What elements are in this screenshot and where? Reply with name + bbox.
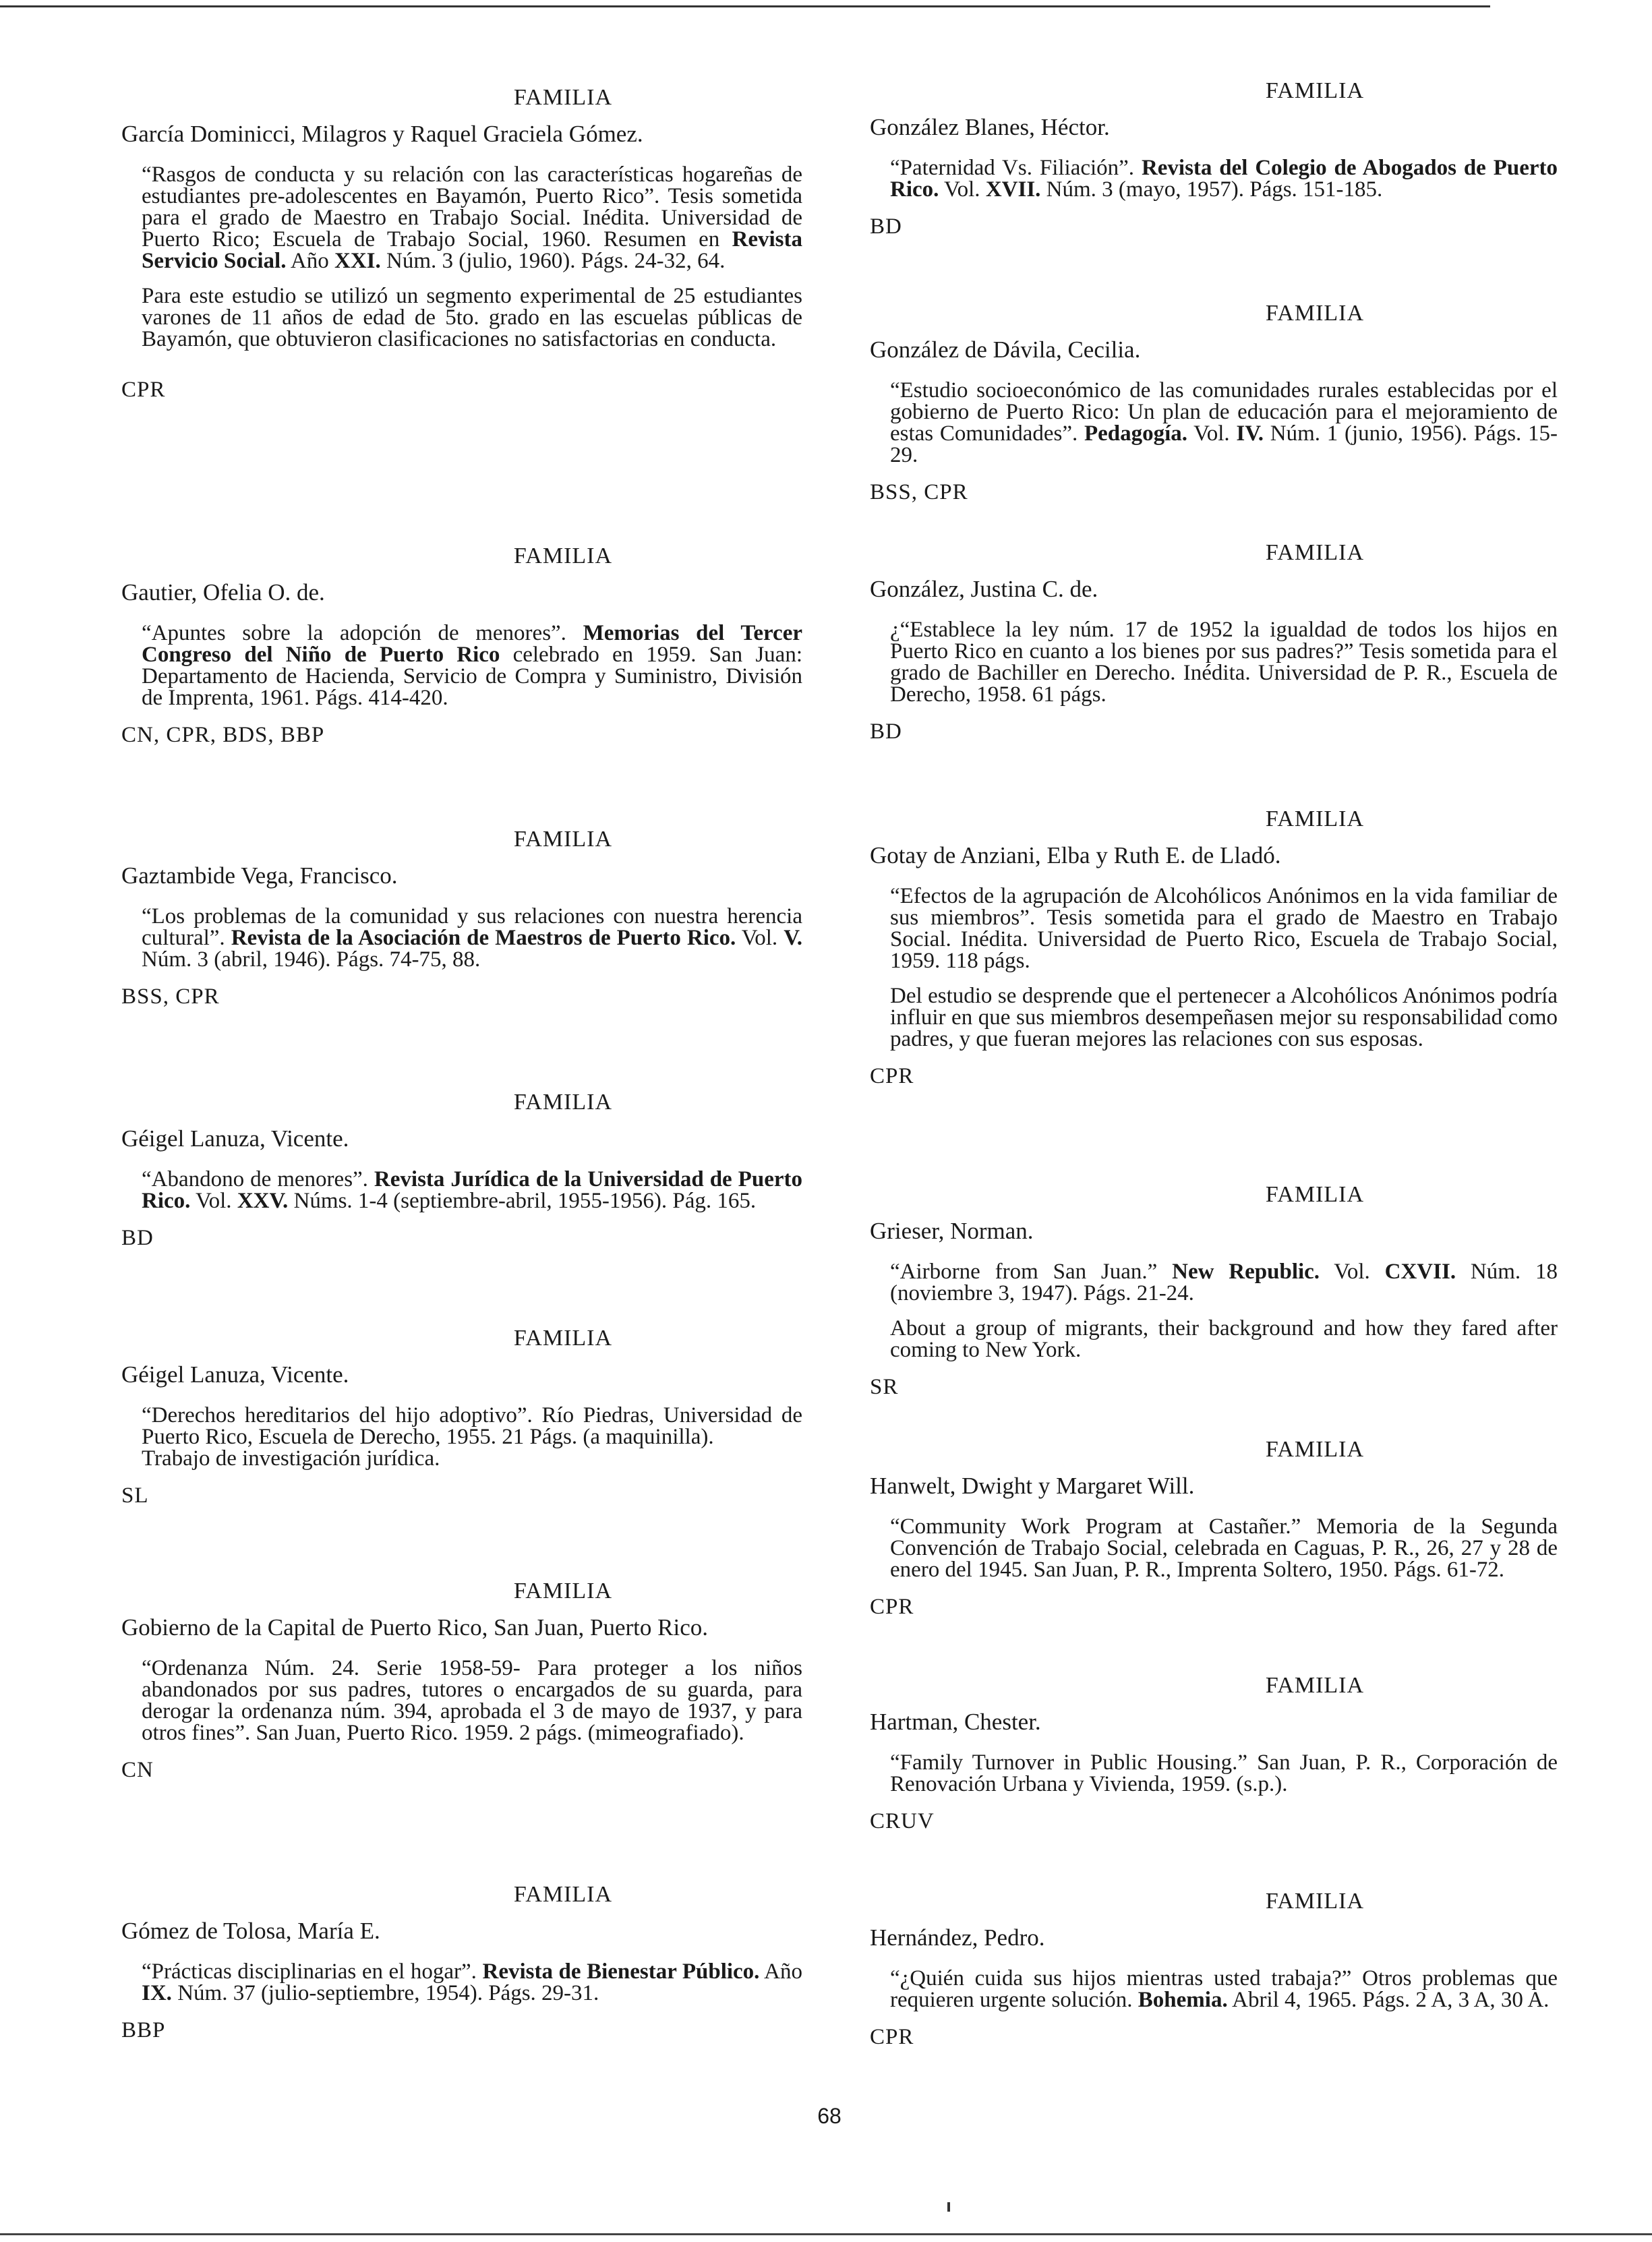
entry-heading: FAMILIA xyxy=(1265,1673,1365,1698)
bibliography-entry xyxy=(108,543,802,748)
entry-author: Gotay de Anziani, Elba y Ruth E. de Lladó. xyxy=(870,842,1281,868)
bibliography-entry xyxy=(108,1089,802,1251)
bibliography-entry xyxy=(108,826,802,1009)
entry-heading: FAMILIA xyxy=(1265,301,1365,326)
entry-heading: FAMILIA xyxy=(1265,1889,1365,1914)
entry-location: BD xyxy=(870,214,902,239)
entry-heading: FAMILIA xyxy=(1265,1437,1365,1462)
entry-author: Gómez de Tolosa, María E. xyxy=(121,1918,380,1944)
entry-author: González de Dávila, Cecilia. xyxy=(870,336,1141,363)
entry-location: CPR xyxy=(870,1595,914,1619)
entry-heading: FAMILIA xyxy=(1265,78,1365,103)
bibliography-entry xyxy=(856,1672,1558,1834)
entry-location: SR xyxy=(870,1375,899,1399)
entry-citation: “Community Work Program at Castañer.” Memoria de la Segunda Convención de Trabajo Social, celebrada en Caguas, P. R., 26, 27 y 28 de enero del 1945. San Juan, P. R., Imprenta Soltero, 1950. Págs. 61-72. xyxy=(890,1514,1558,1582)
entry-citation: “Rasgos de conducta y su relación con las características hogareñas de estudiantes pre-adolescentes en Bayamón, Puerto Rico”. Tesis sometida para el grado de Maestro en Trabajo Social. Inédita. Universidad de Puerto Rico; Escuela de Trabajo Social, 1960. Resumen en Revista Servicio Social. Año XXI. Núm. 3 (julio, 1960). Págs. 24-32, 64. xyxy=(142,163,802,273)
entry-heading: FAMILIA xyxy=(1265,540,1365,565)
entry-heading: FAMILIA xyxy=(513,827,613,852)
top-rule xyxy=(0,5,1490,7)
entry-location: SL xyxy=(121,1483,149,1508)
entry-citation: “Prácticas disciplinarias en el hogar”. Revista de Bienestar Público. Año IX. Núm. 37 (julio-septiembre, 1954). Págs. 29-31. xyxy=(142,1959,803,2005)
entry-heading: FAMILIA xyxy=(513,1579,613,1603)
entry-author: Hartman, Chester. xyxy=(870,1709,1041,1735)
bibliography-entry xyxy=(108,1325,802,1508)
entry-location: BD xyxy=(870,719,902,744)
entry-note: About a group of migrants, their background and how they fared after coming to New York. xyxy=(890,1316,1558,1362)
entry-location: BSS, CPR xyxy=(870,480,968,504)
entry-location: CPR xyxy=(121,378,166,402)
bibliography-entry xyxy=(108,1578,802,1783)
bibliography-entry xyxy=(856,78,1558,239)
entry-citation: “Apuntes sobre la adopción de menores”. Memorias del Tercer Congreso del Niño de Puerto Rico celebrado en 1959. San Juan: Departamento de Hacienda, Servicio de Compra y Suministro, División de Imprenta, 1961. Págs. 414-420. xyxy=(142,621,802,710)
entry-location: CPR xyxy=(870,2025,914,2049)
bibliography-entry xyxy=(108,84,802,403)
entry-citation: “¿Quién cuida sus hijos mientras usted trabaja?” Otros problemas que requieren urgente solución. Bohemia. Abril 4, 1965. Págs. 2 A, 3 A, 30 A. xyxy=(890,1966,1558,2012)
bottom-rule xyxy=(0,2233,1652,2235)
entry-citation: ¿“Establece la ley núm. 17 de 1952 la igualdad de todos los hijos en Puerto Rico en cuanto a los bienes por sus padres?” Tesis sometida para el grado de Bachiller en Derecho. Inédita. Universidad de P. R., Escuela de Derecho, 1958. 61 págs. xyxy=(890,618,1558,707)
entry-heading: FAMILIA xyxy=(1265,806,1365,831)
entry-note: Trabajo de investigación jurídica. xyxy=(142,1446,440,1471)
entry-location: BBP xyxy=(121,2018,166,2042)
entry-author: González, Justina C. de. xyxy=(870,576,1098,602)
entry-citation: “Abandono de menores”. Revista Jurídica de la Universidad de Puerto Rico. Vol. XXV. Núms. 1-4 (septiembre-abril, 1955-1956). Pág. 165. xyxy=(142,1167,802,1213)
bibliography-entry xyxy=(856,300,1558,505)
entry-citation: “Derechos hereditarios del hijo adoptivo”. Río Piedras, Universidad de Puerto Rico, Escuela de Derecho, 1955. 21 Págs. (a maquinilla). xyxy=(142,1403,802,1449)
entry-author: Gaztambide Vega, Francisco. xyxy=(121,862,398,889)
entry-author: Gautier, Ofelia O. de. xyxy=(121,579,325,606)
entry-heading: FAMILIA xyxy=(513,1326,613,1351)
entry-author: Gobierno de la Capital de Puerto Rico, San Juan, Puerto Rico. xyxy=(121,1614,708,1641)
entry-author: González Blanes, Héctor. xyxy=(870,114,1110,140)
bibliography-entry xyxy=(856,1888,1558,2050)
entry-citation: “Estudio socioeconómico de las comunidades rurales establecidas por el gobierno de Puerto Rico: Un plan de educación para el mejoramiento de estas Comunidades”. Pedagogía. Vol. IV. Núm. 1 (junio, 1956). Págs. 15-29. xyxy=(890,378,1558,467)
entry-author: Hanwelt, Dwight y Margaret Will. xyxy=(870,1473,1195,1499)
entry-location: CN, CPR, BDS, BBP xyxy=(121,723,325,747)
bibliography-entry xyxy=(856,1181,1558,1400)
entry-citation: “Family Turnover in Public Housing.” San Juan, P. R., Corporación de Renovación Urbana y Vivienda, 1959. (s.p.). xyxy=(890,1750,1558,1796)
entry-location: CN xyxy=(121,1758,154,1782)
entry-note: Del estudio se desprende que el pertenecer a Alcohólicos Anónimos podría influir en que sus miembros desempeñasen mejor su responsabilidad como padres, y que fueran mejores las relaciones con sus esposas. xyxy=(890,984,1558,1051)
bibliography-entry xyxy=(108,1881,802,2043)
entry-heading: FAMILIA xyxy=(513,1882,613,1907)
entry-citation: “Paternidad Vs. Filiación”. Revista del Colegio de Abogados de Puerto Rico. Vol. XVII. Núm. 3 (mayo, 1957). Págs. 151-185. xyxy=(890,156,1558,202)
entry-note: Para este estudio se utilizó un segmento experimental de 25 estudiantes varones de 11 años de edad de 5to. grado en las escuelas públicas de Bayamón, que obtuvieron clasificaciones no satisfactorias en conducta. xyxy=(142,284,802,351)
page-number: 68 xyxy=(817,2104,842,2128)
bibliography-entry xyxy=(856,806,1558,1089)
entry-location: CPR xyxy=(870,1064,914,1088)
entry-heading: FAMILIA xyxy=(513,1090,613,1115)
entry-heading: FAMILIA xyxy=(1265,1182,1365,1207)
entry-author: Géigel Lanuza, Vicente. xyxy=(121,1361,349,1388)
entry-location: BD xyxy=(121,1226,154,1250)
entry-heading: FAMILIA xyxy=(513,543,613,568)
entry-author: Géigel Lanuza, Vicente. xyxy=(121,1125,349,1152)
entry-citation: “Ordenanza Núm. 24. Serie 1958-59- Para proteger a los niños abandonados por sus padres, tutores o encargados de su guarda, para derogar la ordenanza núm. 394, aprobada el 3 de mayo de 1937, y para otros fines”. San Juan, Puerto Rico. 1959. 2 págs. (mimeografiado). xyxy=(142,1656,802,1745)
entry-citation: “Los problemas de la comunidad y sus relaciones con nuestra herencia cultural”. Revista de la Asociación de Maestros de Puerto Rico. Vol. V. Núm. 3 (abril, 1946). Págs. 74-75, 88. xyxy=(142,904,803,972)
entry-location: CRUV xyxy=(870,1809,935,1833)
entry-citation: “Airborne from San Juan.” New Republic. Vol. CXVII. Núm. 18 (noviembre 3, 1947). Págs. 21-24. xyxy=(890,1260,1558,1305)
entry-author: Grieser, Norman. xyxy=(870,1218,1034,1244)
print-mark xyxy=(947,2202,950,2212)
entry-heading: FAMILIA xyxy=(513,85,613,110)
entry-citation: “Efectos de la agrupación de Alcohólicos Anónimos en la vida familiar de sus miembros”. Tesis sometida para el grado de Maestro en Trabajo Social. Inédita. Universidad de Puerto Rico, Escuela de Trabajo Social, 1959. 118 págs. xyxy=(890,884,1558,973)
entry-location: BSS, CPR xyxy=(121,984,220,1009)
bibliography-entry xyxy=(856,1436,1558,1620)
bibliography-entry xyxy=(856,539,1558,744)
entry-author: Hernández, Pedro. xyxy=(870,1924,1045,1951)
entry-author: García Dominicci, Milagros y Raquel Graciela Gómez. xyxy=(121,121,643,147)
